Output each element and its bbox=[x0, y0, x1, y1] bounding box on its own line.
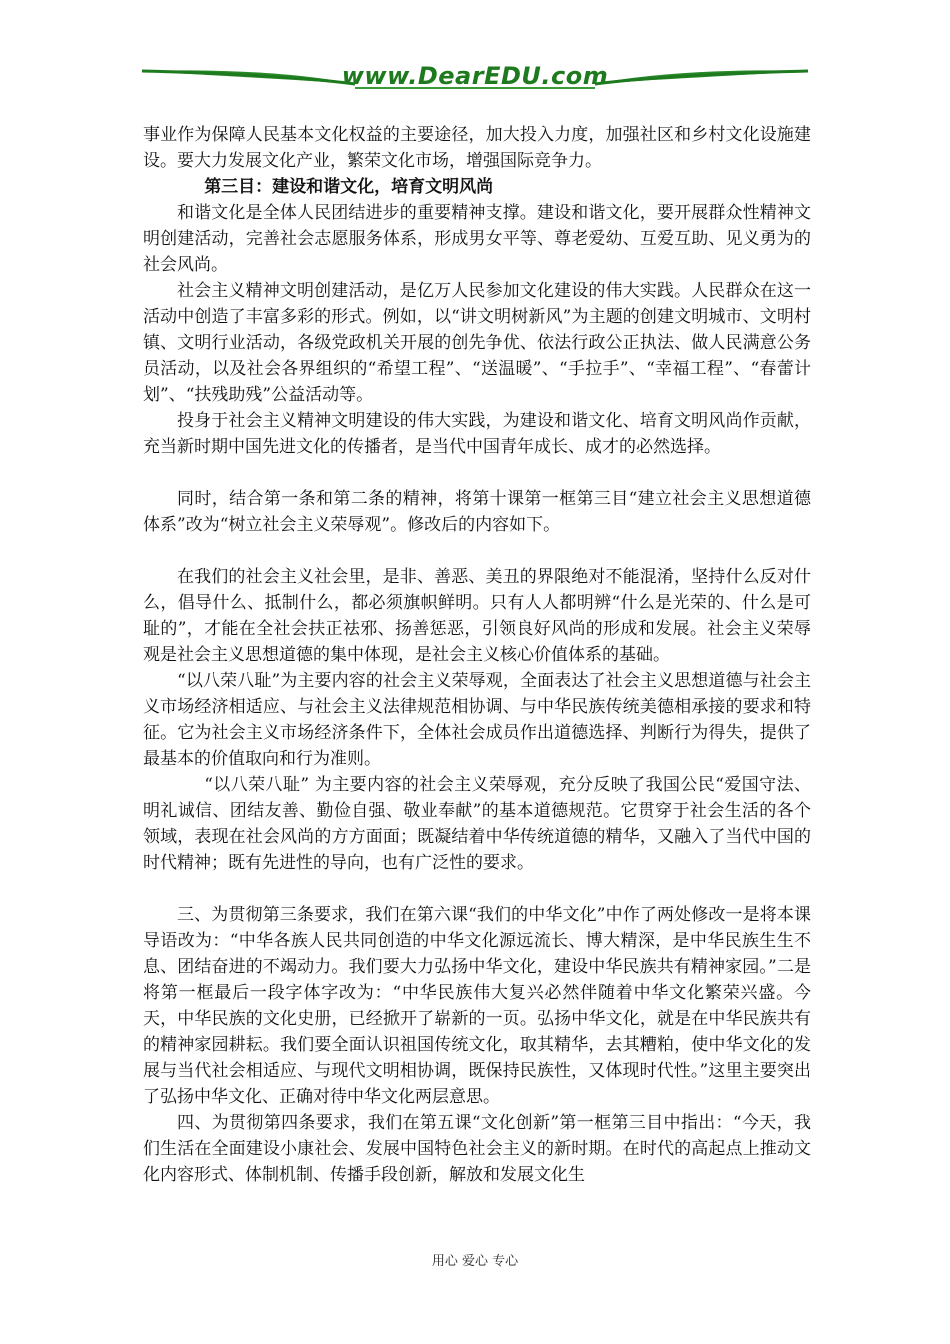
spacer bbox=[143, 460, 811, 486]
paragraph: “以八荣八耻” 为主要内容的社会主义荣辱观，充分反映了我国公民“爱国守法、明礼诚信、团结友善、勤俭自强、敬业奉献”的基本道德规范。它贯穿于社会生活的各个领域，表现在社会风尚的方方面面；既凝结着中华传统道德的精华，又融入了当代中国的时代精神；既有先进性的导向，也有广泛性的要求。 bbox=[143, 775, 811, 873]
page-footer: 用心 爱心 专心 bbox=[431, 1254, 519, 1269]
spacer bbox=[143, 876, 811, 902]
paragraph: 社会主义精神文明创建活动，是亿万人民参加文化建设的伟大实践。人民群众在这一活动中创造了丰富多彩的形式。例如，以“讲文明树新风”为主题的创建文明城市、文明村镇、文明行业活动，各级党政机关开展的创先争优、依法行政公正执法、做人民满意公务员活动，以及社会各界组织的“希望工程”、“送温暖”、“手拉手”、“幸福工程”、“春蕾计划”、“扶残助残”公益活动等。 bbox=[143, 281, 811, 405]
site-header bbox=[140, 58, 810, 98]
site-logo-text: www.DearEDU.com bbox=[341, 62, 609, 90]
document-body bbox=[143, 122, 811, 1188]
section-heading: 第三目：建设和谐文化，培育文明风尚 bbox=[204, 177, 494, 197]
spacer bbox=[143, 538, 811, 564]
paragraph: 三、为贯彻第三条要求，我们在第六课“我们的中华文化”中作了两处修改一是将本课导语改为：“中华各族人民共同创造的中华文化源远流长、博大精深，是中华民族生生不息、团结奋进的不竭动力。我们要大力弘扬中华文化，建设中华民族共有精神家园。”二是将第一框最后一段字体字改为：“中华民族伟大复兴必然伴随着中华文化繁荣兴盛。今天，中华民族的文化史册，已经掀开了崭新的一页。弘扬中华文化，就是在中华民族共有的精神家园耕耘。我们要全面认识祖国传统文化，取其精华，去其糟粕，使中华文化的发展与当代社会相适应、与现代文明相协调，既保持民族性，又体现时代性。”这里主要突出了弘扬中华文化、正确对待中华文化两层意思。 bbox=[143, 905, 811, 1107]
paragraph: 四、为贯彻第四条要求，我们在第五课“文化创新”第一框第三目中指出：“今天，我们生活在全面建设小康社会、发展中国特色社会主义的新时期。在时代的高起点上推动文化内容形式、体制机制、传播手段创新，解放和发展文化生 bbox=[143, 1113, 811, 1185]
paragraph: 在我们的社会主义社会里，是非、善恶、美丑的界限绝对不能混淆，坚持什么反对什么，倡导什么、抵制什么，都必须旗帜鲜明。只有人人都明辨“什么是光荣的、什么是可耻的”，才能在全社会扶正祛邪、扬善惩恶，引领良好风尚的形成和发展。社会主义荣辱观是社会主义思想道德的集中体现，是社会主义核心价值体系的基础。 bbox=[143, 567, 811, 665]
paragraph: 投身于社会主义精神文明建设的伟大实践，为建设和谐文化、培育文明风尚作贡献，充当新时期中国先进文化的传播者，是当代中国青年成长、成才的必然选择。 bbox=[143, 411, 811, 457]
paragraph: 同时，结合第一条和第二条的精神，将第十课第一框第三目“建立社会主义思想道德体系”改为“树立社会主义荣辱观”。修改后的内容如下。 bbox=[143, 489, 811, 535]
paragraph: 事业作为保障人民基本文化权益的主要途径，加大投入力度，加强社区和乡村文化设施建设。要大力发展文化产业，繁荣文化市场，增强国际竞争力。 bbox=[143, 125, 811, 171]
paragraph: 和谐文化是全体人民团结进步的重要精神支撑。建设和谐文化，要开展群众性精神文明创建活动，完善社会志愿服务体系，形成男女平等、尊老爱幼、互爱互助、见义勇为的社会风尚。 bbox=[143, 203, 811, 275]
paragraph: “以八荣八耻”为主要内容的社会主义荣辱观，全面表达了社会主义思想道德与社会主义市场经济相适应、与社会主义法律规范相协调、与中华民族传统美德相承接的要求和特征。它为社会主义市场经济条件下，全体社会成员作出道德选择、判断行为得失，提供了最基本的价值取向和行为准则。 bbox=[143, 671, 811, 769]
